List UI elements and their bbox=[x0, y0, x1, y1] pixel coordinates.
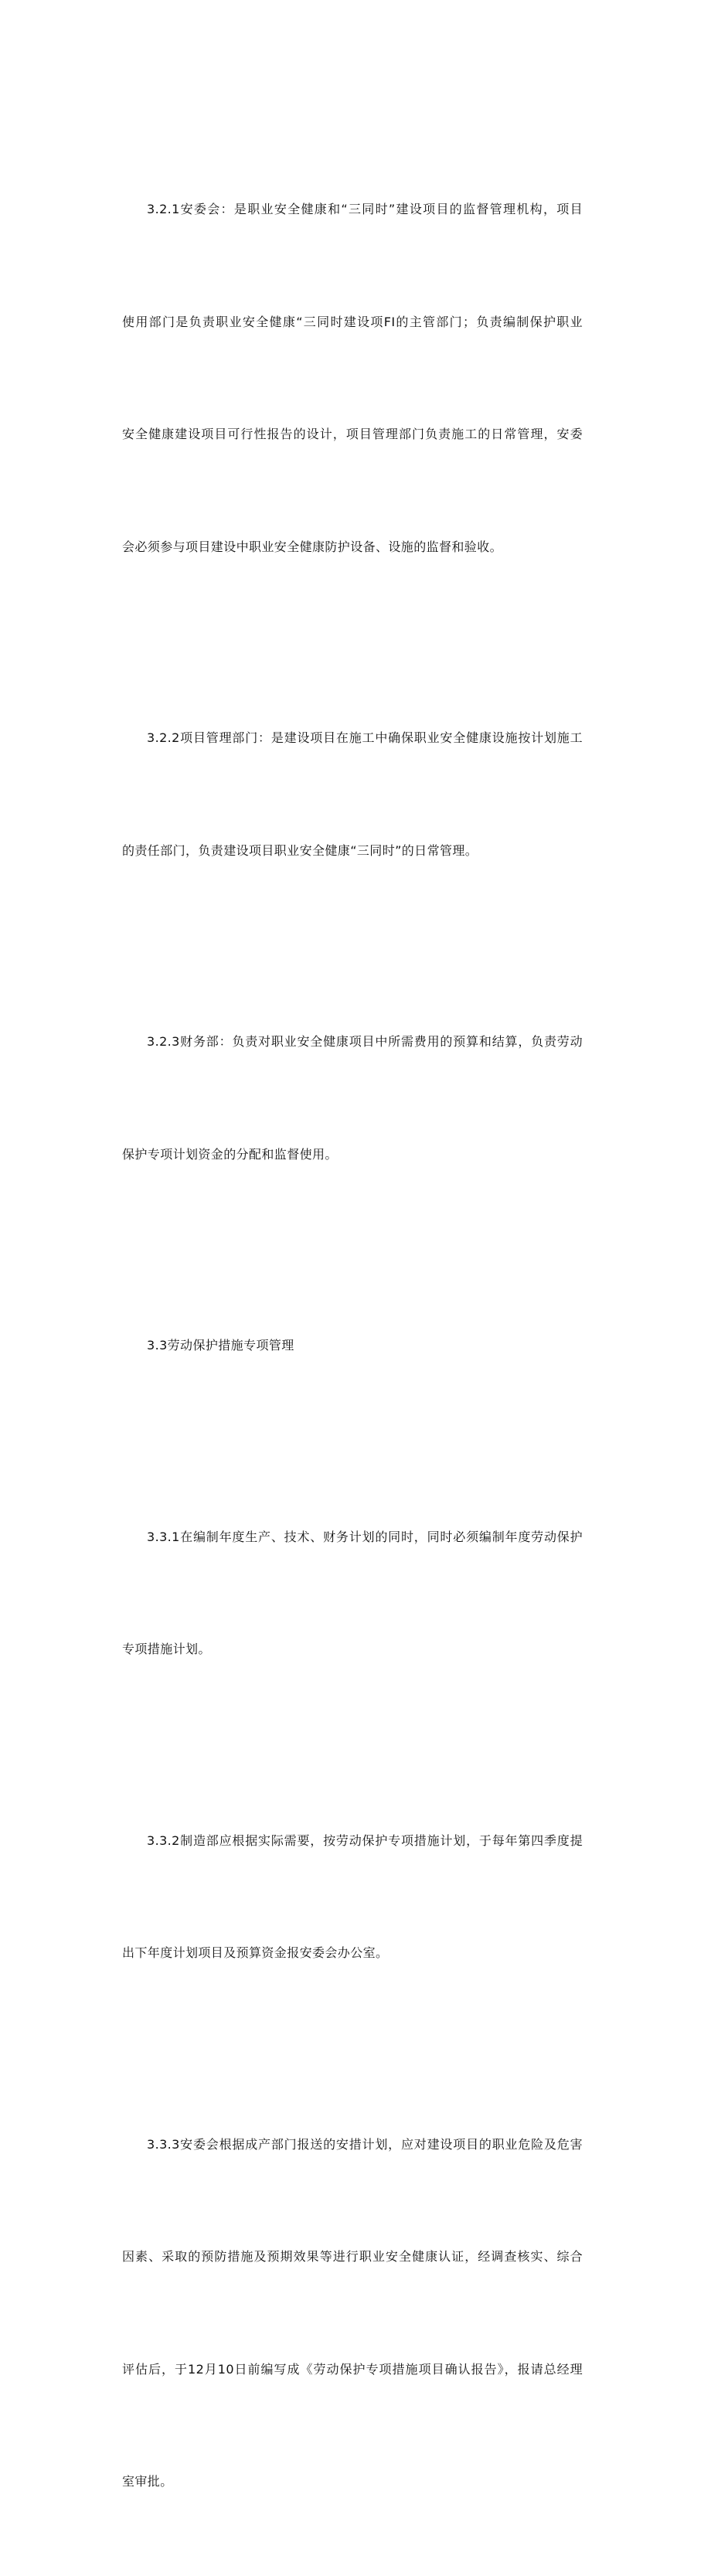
text-line: 专项措施计划。 bbox=[122, 1642, 211, 1656]
paragraph-3-3-2 bbox=[122, 1747, 583, 2047]
text-line: 安全健康建设项目可行性报告的设计，项目管理部门负责施工的日常管理，安委 bbox=[122, 427, 583, 441]
text-line: 使用部门是负责职业安全健康“三同时建设项FI的主管部门；负责编制保护职业 bbox=[122, 314, 583, 329]
text-line: 3.2.2项目管理部门：是建设项目在施工中确保职业安全健康设施按计划施工 bbox=[147, 730, 583, 745]
text-line: 出下年度计划项目及预算资金报安委会办公室。 bbox=[122, 1945, 389, 1960]
text-line: 会必须参与项目建设中职业安全健康防护设备、设施的监督和验收。 bbox=[122, 539, 503, 554]
text-line: 3.3.2制造部应根据实际需要，按劳动保护专项措施计划，于每年第四季度提 bbox=[147, 1832, 583, 1848]
section-heading-3-3 bbox=[122, 1252, 583, 1440]
text-line: 3.3.1在编制年度生产、技术、财务计划的同时，同时必须编制年度劳动保护 bbox=[147, 1529, 583, 1544]
text-line: 3.2.3财务部：负责对职业安全健康项目中所需费用的预算和结算，负责劳动 bbox=[147, 1034, 583, 1049]
text-line: 的责任部门，负责建设项目职业安全健康“三同时”的日常管理。 bbox=[122, 842, 478, 858]
paragraph-3-2-2 bbox=[122, 645, 583, 944]
text-line: 3.3劳动保护措施专项管理 bbox=[147, 1338, 294, 1353]
paragraph-3-2-1 bbox=[122, 116, 583, 641]
text-line: 3.2.1安委会：是职业安全健康和“三同时”建设项目的监督管理机构，项目 bbox=[147, 202, 583, 216]
text-line: 室审批。 bbox=[122, 2474, 173, 2489]
paragraph-3-3-3 bbox=[122, 2051, 583, 2576]
text-line: 评估后，于12月10日前编写成《劳动保护专项措施项目确认报告》，报请总经理 bbox=[122, 2361, 583, 2377]
text-line: 因素、采取的预防措施及预期效果等进行职业安全健康认证，经调查核实、综合 bbox=[122, 2249, 583, 2264]
document-body bbox=[122, 116, 583, 2576]
paragraph-3-2-3 bbox=[122, 948, 583, 1248]
paragraph-3-3-1 bbox=[122, 1444, 583, 1744]
text-line: 保护专项计划资金的分配和监督使用。 bbox=[122, 1146, 338, 1162]
text-line: 3.3.3安委会根据成产部门报送的安措计划，应对建设项目的职业危险及危害 bbox=[147, 2136, 583, 2152]
